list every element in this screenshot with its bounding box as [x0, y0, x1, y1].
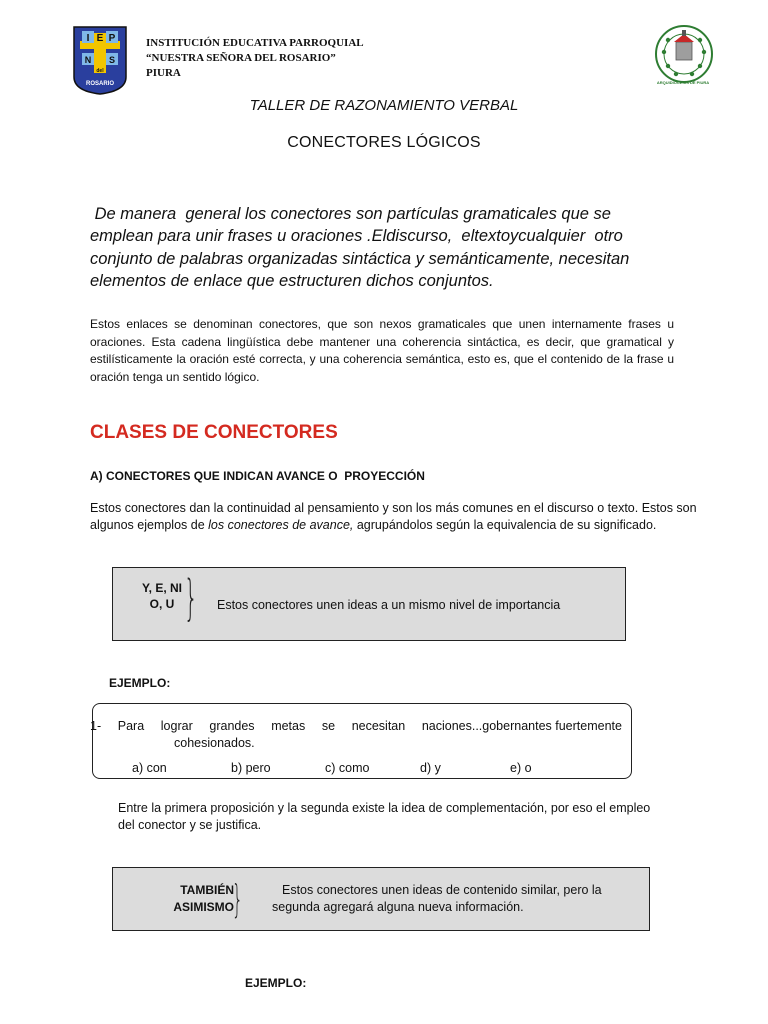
connector-description-2 [272, 882, 642, 915]
advance-connectors-paragraph [90, 500, 700, 534]
institution-line-1: INSTITUCIÓN EDUCATIVA PARROQUIAL [146, 37, 364, 49]
explanation-paragraph: Entre la primera proposición y la segunda existe la idea de complementación, por eso el empleo del conector y se justifica. [118, 801, 651, 832]
para3-part1: Estos conectores dan la continuidad al pensamiento y son los más comunes en el discurso o texto. Estos son algunos ejemplos de [90, 501, 697, 532]
connector-description-2-line1: Estos conectores unen ideas de contenido similar, pero la [282, 883, 602, 897]
intro-line-4: elementos de enlace que estructuren dichos conjuntos. [90, 271, 494, 290]
intro-line-1: De manera general los conectores son partículas gramaticales que se [90, 205, 611, 223]
question-word: metas [271, 719, 306, 733]
connector-words-1-line2: O, U [149, 597, 175, 611]
question-line-2: cohesionados. [174, 735, 255, 750]
connectors-definition-paragraph: Estos enlaces se denominan conectores, que son nexos gramaticales que unen internamente frases u oraciones. Esta cadena lingüística debe mantener una coherencia sintáctica, es decir, que gramatical y estilísticamente la oración esté correcta, y una coherencia semántica, esto es, que el contenido de la frase u oración tenga un sentido lógico. [90, 317, 674, 384]
para3-part2: agrupándolos según la equivalencia de su significado. [353, 517, 657, 532]
question-word: necesitan [351, 719, 406, 733]
intro-paragraph [90, 203, 680, 292]
seal-caption: ARQUIDIOCESIS DE PIURA [656, 80, 710, 85]
question-word: naciones...gobernantes fuertemente [421, 719, 622, 733]
crest-rosario: ROSARIO [85, 81, 115, 87]
option-b: b) pero [231, 761, 271, 775]
school-crest-icon [72, 25, 128, 95]
connector-description-1: Estos conectores unen ideas a un mismo nivel de importancia [217, 598, 561, 612]
curly-brace-icon: } [184, 570, 198, 626]
connector-description-2-line2: segunda agregará alguna nueva información. [272, 899, 524, 914]
crest-letter-s: S [108, 55, 116, 65]
section-heading: CLASES DE CONECTORES [90, 422, 338, 443]
curly-brace-icon: } [232, 877, 243, 921]
institution-line-2: “NUESTRA SEÑORA DEL ROSARIO” [146, 52, 336, 64]
question-word: grandes [209, 719, 255, 733]
institution-line-3: PIURA [146, 67, 181, 79]
crest-letter-e: E [96, 33, 104, 44]
connector-words-2-line2: ASIMISMO [173, 899, 234, 914]
intro-line-2: emplean para unir frases u oraciones .Eldiscurso, eltextoycualquier otro [90, 227, 623, 246]
crest-del: del [96, 68, 104, 74]
example-question [90, 718, 622, 751]
intro-line-3: conjunto de palabras organizadas sintáctica y semánticamente, necesitan [90, 249, 630, 268]
connector-words-1-line1: Y, E, NI [141, 581, 182, 595]
example-label-2: EJEMPLO: [245, 976, 307, 990]
question-word: lograr [160, 719, 193, 733]
crest-letter-p: P [108, 33, 116, 44]
question-word: Para [117, 719, 145, 733]
example-label-1: EJEMPLO: [109, 676, 171, 690]
question-line-1 [90, 718, 622, 735]
para3-italic: los conectores de avance, [208, 517, 354, 532]
option-c: c) como [325, 761, 370, 775]
crest-letter-n: N [84, 55, 92, 65]
institution-header [146, 36, 364, 81]
question-word: se [321, 719, 336, 733]
option-d: d) y [420, 761, 441, 775]
crest-letter-i: I [86, 33, 90, 44]
option-e: e) o [510, 761, 532, 775]
workshop-title: TALLER DE RAZONAMIENTO VERBAL [249, 97, 519, 114]
option-a: a) con [132, 761, 167, 775]
question-number: 1- [90, 719, 102, 733]
page-title: CONECTORES LÓGICOS [287, 134, 481, 151]
subsection-heading-a: A) CONECTORES QUE INDICAN AVANCE O PROYECCIÓN [90, 469, 425, 483]
connector-words-2 [158, 882, 234, 915]
connector-words-2-line1: TAMBIÉN [180, 883, 234, 897]
connector-words-1 [136, 580, 188, 612]
